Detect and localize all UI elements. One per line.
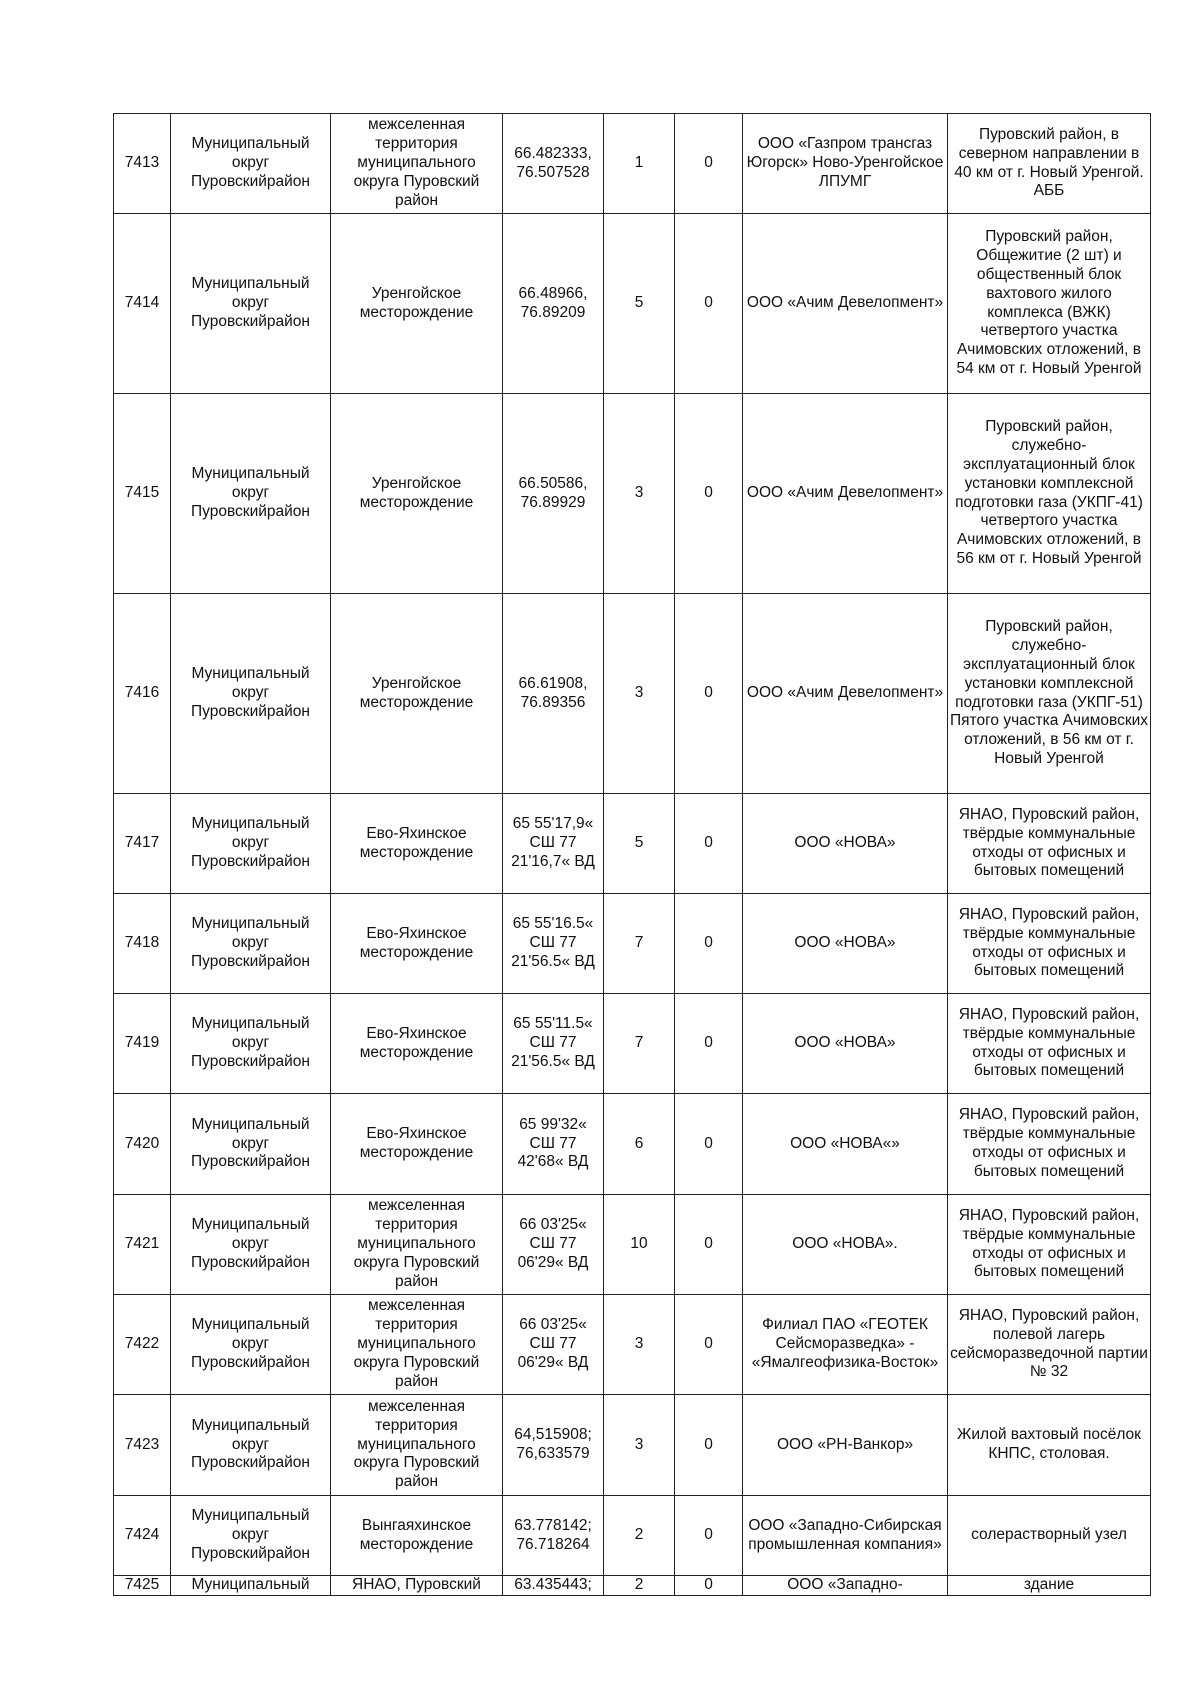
table-row [114, 594, 1151, 794]
cell-location-description: Пуровский район, Общежитие (2 шт) и общественный блок вахтового жилого комплекса (ВЖК) четвертого участка Ачимовских отложений, в 54 км от г. Новый Уренгой [948, 214, 1151, 394]
table-row [114, 1195, 1151, 1295]
cell-municipality: Муниципальный округ Пуровскийрайон [171, 1496, 331, 1576]
cell-territory: Уренгойское месторождение [331, 594, 503, 794]
cell-count-a: 5 [604, 214, 675, 394]
cell-count-a: 1 [604, 114, 675, 214]
cell-location-description: ЯНАО, Пуровский район, твёрдые коммунальные отходы от офисных и бытовых помещений [948, 1094, 1151, 1195]
cell-count-a: 3 [604, 1395, 675, 1496]
cell-count-a: 3 [604, 1295, 675, 1395]
cell-territory: Уренгойское месторождение [331, 394, 503, 594]
cell-count-b: 0 [675, 394, 743, 594]
cell-count-b: 0 [675, 994, 743, 1094]
cell-row-number: 7419 [114, 994, 171, 1094]
cell-count-a: 6 [604, 1094, 675, 1195]
cell-organization: ООО «Западно- [743, 1576, 948, 1596]
cell-territory: Ево-Яхинское месторождение [331, 794, 503, 894]
cell-territory: ЯНАО, Пуровский [331, 1576, 503, 1596]
cell-municipality: Муниципальный округ Пуровскийрайон [171, 114, 331, 214]
cell-organization: ООО «Западно-Сибирская промышленная компания» [743, 1496, 948, 1576]
cell-count-b: 0 [675, 794, 743, 894]
cell-territory: Вынгаяхинское месторождение [331, 1496, 503, 1576]
cell-count-b: 0 [675, 1496, 743, 1576]
cell-organization: ООО «РН-Ванкор» [743, 1395, 948, 1496]
cell-territory: Уренгойское месторождение [331, 214, 503, 394]
cell-organization: ООО «НОВА» [743, 994, 948, 1094]
cell-count-a: 5 [604, 794, 675, 894]
cell-count-b: 0 [675, 1094, 743, 1195]
cell-count-b: 0 [675, 1195, 743, 1295]
cell-row-number: 7415 [114, 394, 171, 594]
table-row [114, 394, 1151, 594]
cell-organization: ООО «Ачим Девелопмент» [743, 214, 948, 394]
cell-coordinates: 63.435443; [503, 1576, 604, 1596]
cell-territory: Ево-Яхинское месторождение [331, 1094, 503, 1195]
cell-row-number: 7425 [114, 1576, 171, 1596]
cell-location-description: ЯНАО, Пуровский район, твёрдые коммунальные отходы от офисных и бытовых помещений [948, 1195, 1151, 1295]
cell-coordinates: 66.48966, 76.89209 [503, 214, 604, 394]
cell-organization: ООО «Ачим Девелопмент» [743, 394, 948, 594]
cell-count-b: 0 [675, 1295, 743, 1395]
cell-municipality: Муниципальный округ Пуровскийрайон [171, 394, 331, 594]
cell-row-number: 7424 [114, 1496, 171, 1576]
cell-location-description: ЯНАО, Пуровский район, твёрдые коммунальные отходы от офисных и бытовых помещений [948, 894, 1151, 994]
cell-organization: Филиал ПАО «ГЕОТЕК Сейсморазведка» - «Ямалгеофизика-Восток» [743, 1295, 948, 1395]
cell-location-description: ЯНАО, Пуровский район, полевой лагерь сейсморазведочной партии № 32 [948, 1295, 1151, 1395]
cell-coordinates: 66.50586, 76.89929 [503, 394, 604, 594]
cell-count-b: 0 [675, 894, 743, 994]
cell-municipality: Муниципальный округ Пуровскийрайон [171, 594, 331, 794]
cell-territory: межселенная территория муниципального округа Пуровский район [331, 1295, 503, 1395]
cell-municipality: Муниципальный округ Пуровскийрайон [171, 1094, 331, 1195]
cell-count-b: 0 [675, 1395, 743, 1496]
cell-row-number: 7423 [114, 1395, 171, 1496]
cell-organization: ООО «НОВА«» [743, 1094, 948, 1195]
cell-coordinates: 65 55'16.5« СШ 77 21'56.5« ВД [503, 894, 604, 994]
cell-count-a: 3 [604, 394, 675, 594]
cell-location-description: Пуровский район, служебно-эксплуатационный блок установки комплексной подготовки газа (УКПГ-51) Пятого участка Ачимовских отложений, в 56 км от г. Новый Уренгой [948, 594, 1151, 794]
cell-coordinates: 65 55'11.5« СШ 77 21'56.5« ВД [503, 994, 604, 1094]
cell-row-number: 7420 [114, 1094, 171, 1195]
cell-count-b: 0 [675, 214, 743, 394]
cell-territory: межселенная территория муниципального округа Пуровский район [331, 114, 503, 214]
cell-municipality: Муниципальный округ Пуровскийрайон [171, 794, 331, 894]
cell-location-description: ЯНАО, Пуровский район, твёрдые коммунальные отходы от офисных и бытовых помещений [948, 794, 1151, 894]
cell-coordinates: 64,515908; 76,633579 [503, 1395, 604, 1496]
table-row [114, 894, 1151, 994]
cell-coordinates: 63.778142; 76.718264 [503, 1496, 604, 1576]
cell-territory: межселенная территория муниципального округа Пуровский район [331, 1195, 503, 1295]
cell-count-a: 7 [604, 994, 675, 1094]
cell-territory: Ево-Яхинское месторождение [331, 994, 503, 1094]
cell-count-b: 0 [675, 594, 743, 794]
cell-coordinates: 66 03'25« СШ 77 06'29« ВД [503, 1295, 604, 1395]
cell-location-description: Пуровский район, служебно-эксплуатационный блок установки комплексной подготовки газа (УКПГ-41) четвертого участка Ачимовских отложений, в 56 км от г. Новый Уренгой [948, 394, 1151, 594]
cell-row-number: 7414 [114, 214, 171, 394]
cell-coordinates: 66.482333, 76.507528 [503, 114, 604, 214]
table-row [114, 1496, 1151, 1576]
cell-organization: ООО «НОВА». [743, 1195, 948, 1295]
cell-row-number: 7413 [114, 114, 171, 214]
cell-coordinates: 65 99'32« СШ 77 42'68« ВД [503, 1094, 604, 1195]
cell-row-number: 7418 [114, 894, 171, 994]
cell-count-b: 0 [675, 1576, 743, 1596]
cell-row-number: 7421 [114, 1195, 171, 1295]
cell-territory: Ево-Яхинское месторождение [331, 894, 503, 994]
cell-municipality: Муниципальный округ Пуровскийрайон [171, 994, 331, 1094]
cell-municipality: Муниципальный округ Пуровскийрайон [171, 214, 331, 394]
cell-organization: ООО «Ачим Девелопмент» [743, 594, 948, 794]
cell-municipality: Муниципальный округ Пуровскийрайон [171, 1295, 331, 1395]
table-row [114, 1395, 1151, 1496]
cell-organization: ООО «Газпром трансгаз Югорск» Ново-Уренгойское ЛПУМГ [743, 114, 948, 214]
cell-municipality: Муниципальный округ Пуровскийрайон [171, 1195, 331, 1295]
cell-location-description: Жилой вахтовый посёлок КНПС, столовая. [948, 1395, 1151, 1496]
table-body [114, 114, 1151, 1596]
cell-municipality: Муниципальный округ Пуровскийрайон [171, 1395, 331, 1496]
cell-coordinates: 65 55'17,9« СШ 77 21'16,7« ВД [503, 794, 604, 894]
cell-municipality: Муниципальный округ Пуровскийрайон [171, 894, 331, 994]
table-row [114, 114, 1151, 214]
table-row [114, 1094, 1151, 1195]
cell-location-description: здание [948, 1576, 1151, 1596]
cell-organization: ООО «НОВА» [743, 794, 948, 894]
cell-count-a: 7 [604, 894, 675, 994]
cell-location-description: ЯНАО, Пуровский район, твёрдые коммунальные отходы от офисных и бытовых помещений [948, 994, 1151, 1094]
cell-coordinates: 66 03'25« СШ 77 06'29« ВД [503, 1195, 604, 1295]
cell-count-b: 0 [675, 114, 743, 214]
cell-count-a: 10 [604, 1195, 675, 1295]
cell-count-a: 2 [604, 1496, 675, 1576]
cell-coordinates: 66.61908, 76.89356 [503, 594, 604, 794]
cell-count-a: 2 [604, 1576, 675, 1596]
table-row [114, 214, 1151, 394]
table-row [114, 794, 1151, 894]
cell-location-description: Пуровский район, в северном направлении в 40 км от г. Новый Уренгой. АББ [948, 114, 1151, 214]
table-row [114, 994, 1151, 1094]
cell-territory: межселенная территория муниципального округа Пуровский район [331, 1395, 503, 1496]
cell-organization: ООО «НОВА» [743, 894, 948, 994]
cell-municipality: Муниципальный [171, 1576, 331, 1596]
cell-row-number: 7416 [114, 594, 171, 794]
table-row [114, 1576, 1151, 1596]
cell-location-description: солерастворный узел [948, 1496, 1151, 1576]
waste-sites-table [113, 113, 1151, 1596]
cell-count-a: 3 [604, 594, 675, 794]
table-row [114, 1295, 1151, 1395]
cell-row-number: 7417 [114, 794, 171, 894]
cell-row-number: 7422 [114, 1295, 171, 1395]
